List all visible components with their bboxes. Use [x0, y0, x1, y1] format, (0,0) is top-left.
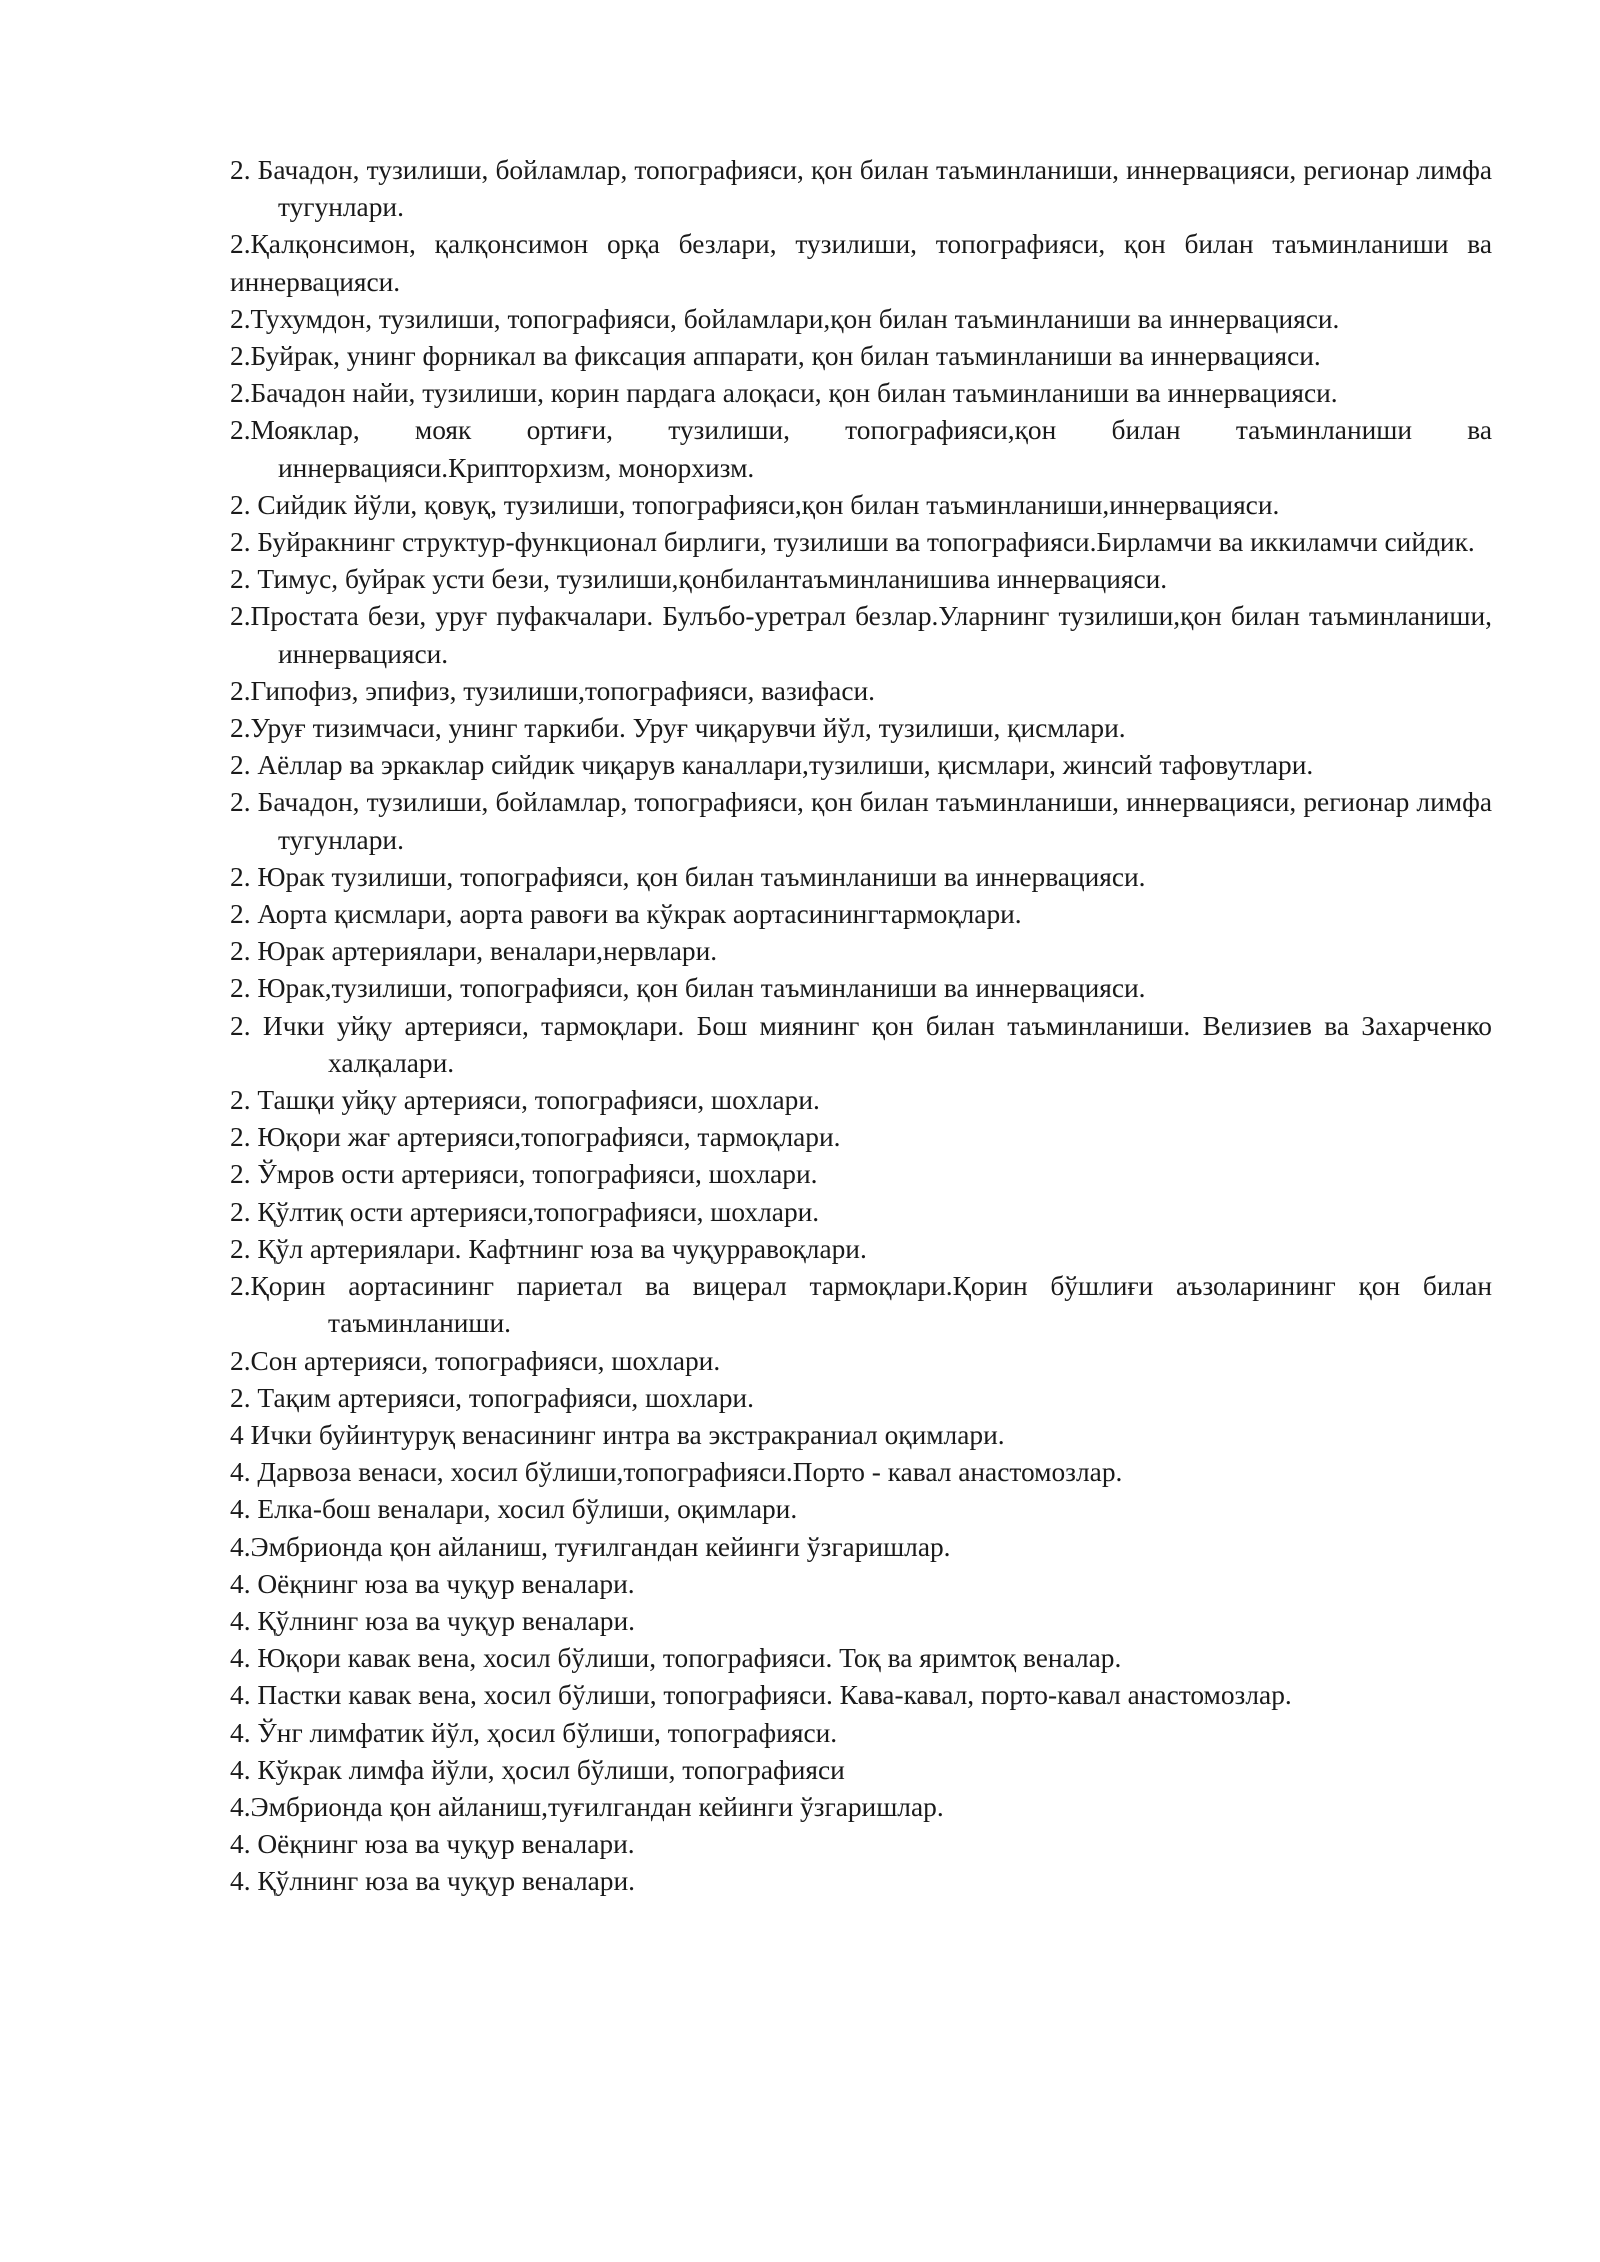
list-item: 2. Қўл артериялари. Кафтнинг юза ва чуқурравоқлари.	[230, 1233, 867, 1264]
list-item: 2. Юқори жағ артерияси,топографияси, тармоқлари.	[230, 1122, 841, 1153]
list-item: 2. Ички уйқу артерияси, тармоқлари. Бош миянинг қон билан таъминланиши. Велизиев ва Захарченко халқалари.	[230, 1010, 1492, 1078]
list-item: 2.Тухумдон, тузилиши, топографияси, бойламлари,қон билан таъминланиши ва иннервацияси.	[230, 303, 1340, 334]
list-item: 2.Гипофиз, эпифиз, тузилиши,топографияси, вазифаси.	[230, 675, 876, 706]
list-item: 2. Сийдик йўли, қовуқ, тузилиши, топографияси,қон билан таъминланиши,иннервацияси.	[230, 489, 1280, 520]
list-item: 2. Юрак артериялари, веналари,нервлари.	[230, 936, 718, 967]
list-item: 4. Қўлнинг юза ва чуқур веналари.	[230, 1866, 635, 1897]
list-item: 2. Юрак,тузилиши, топографияси, қон билан таъминланиши ва иннервацияси.	[230, 973, 1146, 1004]
list-item: 2. Ўмров ости артерияси, топографияси, шохлари.	[230, 1159, 818, 1190]
list-item: 2. Қўлтиқ ости артерияси,топографияси, шохлари.	[230, 1196, 820, 1227]
list-item: 4. Оёқнинг юза ва чуқур веналари.	[230, 1568, 635, 1599]
list-item: 4. Оёқнинг юза ва чуқур веналари.	[230, 1829, 635, 1860]
list-item: 2.Простата бези, уруғ пуфакчалари. Булъбо-уретрал безлар.Уларнинг тузилиши,қон билан таъминланиши, иннервацияси.	[230, 601, 1492, 669]
list-item: 4. Қўлнинг юза ва чуқур веналари.	[230, 1605, 635, 1636]
list-item: 2.Қорин аортасининг париетал ва вицерал тармоқлари.Қорин бўшлиғи аъзоларининг қон билан таъминланиши.	[230, 1271, 1492, 1339]
list-item: 2. Аорта қисмлари, аорта равоғи ва кўкрак аортасинингтармоқлари.	[230, 899, 1022, 930]
list-item: 4 Ички буйинтуруқ венасининг интра ва экстракраниал оқимлари.	[230, 1419, 1005, 1450]
list-item: 4. Кўкрак лимфа йўли, ҳосил бўлиши, топографияси	[230, 1754, 845, 1785]
list-item: 2.Буйрак, унинг форникал ва фиксация аппарати, қон билан таъминланиши ва иннервацияси.	[230, 341, 1321, 372]
list-item: 4. Ўнг лимфатик йўл, ҳосил бўлиши, топографияси.	[230, 1717, 838, 1748]
document-page	[230, 152, 1492, 1901]
list-item: 2.Бачадон найи, тузилиши, корин пардага алоқаси, қон билан таъминланиши ва иннервацияси.	[230, 378, 1338, 409]
list-item: 4. Юқори кавак вена, хосил бўлиши, топографияси. Тоқ ва яримтоқ веналар.	[230, 1643, 1122, 1674]
list-item: 2.Мояклар, мояк ортиғи, тузилиши, топографияси,қон билан таъминланиши ва иннервацияси.Крипторхизм, монорхизм.	[230, 415, 1492, 483]
list-item: 2.Қалқонсимон, қалқонсимон орқа безлари, тузилиши, топографияси, қон билан таъминланиши ва иннервацияси.	[230, 229, 1492, 297]
list-item: 2. Бачадон, тузилиши, бойламлар, топографияси, қон билан таъминланиши, иннервацияси, регионар лимфа тугунлари.	[230, 155, 1492, 223]
list-item: 4. Пастки кавак вена, хосил бўлиши, топографияси. Кава-кавал, порто-кавал анастомозлар.	[230, 1680, 1292, 1711]
list-item: 2.Сон артерияси, топографияси, шохлари.	[230, 1345, 721, 1376]
list-item: 4.Эмбрионда қон айланиш,туғилгандан кейинги ўзгаришлар.	[230, 1791, 944, 1822]
list-item: 2. Буйракнинг структур-функционал бирлиги, тузилиши ва топографияси.Бирламчи ва иккиламчи сийдик.	[230, 527, 1475, 558]
list-item: 2. Ташқи уйқу артерияси, топографияси, шохлари.	[230, 1085, 820, 1116]
list-item: 2. Тақим артерияси, топографияси, шохлари.	[230, 1382, 754, 1413]
list-item: 4. Елка-бош веналари, хосил бўлиши, оқимлари.	[230, 1494, 798, 1525]
list-item: 2. Аёллар ва эркаклар сийдик чиқарув каналлари,тузилиши, қисмлари, жинсий тафовутлари.	[230, 750, 1314, 781]
list-item: 2. Юрак тузилиши, топографияси, қон билан таъминланиши ва иннервацияси.	[230, 861, 1146, 892]
list-item: 4. Дарвоза венаси, хосил бўлиши,топографияси.Порто - кавал анастомозлар.	[230, 1457, 1123, 1488]
list-item: 4.Эмбрионда қон айланиш, туғилгандан кейинги ўзгаришлар.	[230, 1531, 951, 1562]
list-item: 2.Уруғ тизимчаси, унинг таркиби. Уруғ чиқарувчи йўл, тузилиши, қисмлари.	[230, 713, 1126, 744]
list-item: 2. Бачадон, тузилиши, бойламлар, топографияси, қон билан таъминланиши, иннервацияси, регионар лимфа тугунлари.	[230, 787, 1492, 855]
list-item: 2. Тимус, буйрак усти бези, тузилиши,қонбилантаъминланишива иннервацияси.	[230, 564, 1168, 595]
question-list	[230, 152, 1492, 1901]
